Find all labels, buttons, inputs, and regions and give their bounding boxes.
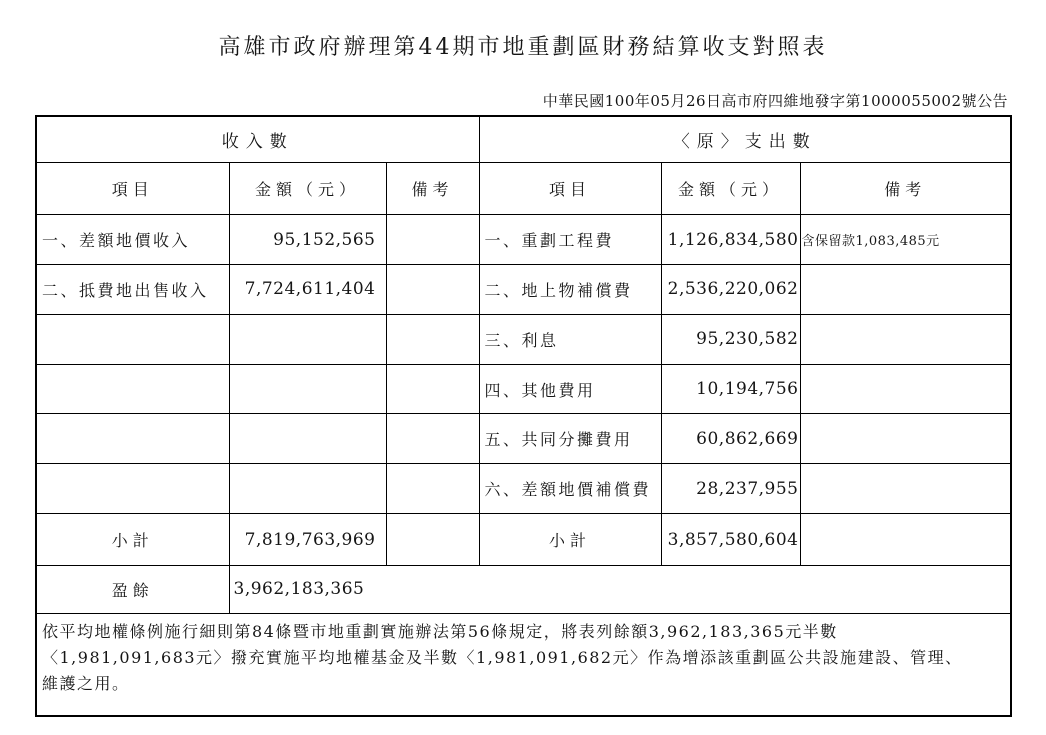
- income-amount-cell: 95,152,565: [229, 215, 386, 265]
- expense-amount-cell: 28,237,955: [661, 464, 800, 514]
- expense-remark-cell: [800, 364, 1011, 414]
- expense-amount-cell: 60,862,669: [661, 414, 800, 464]
- note-line-1: 依平均地權條例施行細則第84條暨市地重劃實施辦法第56條規定，將表列餘額3,962,183,365元半數: [42, 621, 838, 641]
- expense-item-cell: 四、其他費用: [479, 364, 661, 414]
- income-remark-cell: [386, 364, 479, 414]
- income-remark-cell: [386, 314, 479, 364]
- note-line-3: 維護之用。: [42, 673, 130, 693]
- table-row: [36, 414, 1011, 464]
- income-section-header: 收入數: [36, 116, 479, 163]
- expense-item-cell: 一、重劃工程費: [479, 215, 661, 265]
- section-header-row: [36, 116, 1011, 163]
- income-item-cell: [36, 364, 229, 414]
- expense-item-cell: 五、共同分攤費用: [479, 414, 661, 464]
- surplus-row: [36, 565, 1011, 613]
- income-subtotal-remark: [386, 514, 479, 566]
- income-amount-cell: [229, 414, 386, 464]
- income-item-cell: 二、抵費地出售收入: [36, 264, 229, 314]
- column-header-row: [36, 163, 1011, 215]
- expense-remark-column-header: 備考: [800, 163, 1011, 215]
- table-row: [36, 464, 1011, 514]
- table-row: [36, 215, 1011, 265]
- income-amount-cell: 7,724,611,404: [229, 264, 386, 314]
- statutory-note: [36, 613, 1011, 716]
- financial-statement-table: [35, 115, 1012, 717]
- income-remark-cell: [386, 215, 479, 265]
- income-amount-column-header: 金額（元）: [229, 163, 386, 215]
- subtotal-row: [36, 514, 1011, 566]
- expense-remark-cell: [800, 264, 1011, 314]
- expense-item-column-header: 項目: [479, 163, 661, 215]
- expense-amount-cell: 2,536,220,062: [661, 264, 800, 314]
- expense-subtotal-amount: 3,857,580,604: [661, 514, 800, 566]
- table-row: [36, 264, 1011, 314]
- income-item-cell: 一、差額地價收入: [36, 215, 229, 265]
- note-row: [36, 613, 1011, 716]
- expense-remark-cell: [800, 314, 1011, 364]
- table-row: [36, 314, 1011, 364]
- income-amount-cell: [229, 364, 386, 414]
- income-subtotal-amount: 7,819,763,969: [229, 514, 386, 566]
- expense-subtotal-label: 小計: [479, 514, 661, 566]
- expense-subtotal-remark: [800, 514, 1011, 566]
- expense-remark-cell: [800, 464, 1011, 514]
- surplus-label: 盈餘: [36, 565, 229, 613]
- expense-amount-cell: 1,126,834,580: [661, 215, 800, 265]
- income-item-column-header: 項目: [36, 163, 229, 215]
- surplus-amount: 3,962,183,365: [229, 565, 1011, 613]
- income-remark-cell: [386, 464, 479, 514]
- expense-amount-cell: 10,194,756: [661, 364, 800, 414]
- expense-section-header: 〈原〉支出數: [479, 116, 1011, 163]
- page-title: 高雄市政府辦理第44期市地重劃區財務結算收支對照表: [218, 35, 828, 60]
- expense-amount-column-header: 金額（元）: [661, 163, 800, 215]
- income-remark-column-header: 備考: [386, 163, 479, 215]
- income-subtotal-label: 小計: [36, 514, 229, 566]
- income-amount-cell: [229, 464, 386, 514]
- income-item-cell: [36, 464, 229, 514]
- income-amount-cell: [229, 314, 386, 364]
- expense-item-cell: 三、利息: [479, 314, 661, 364]
- income-remark-cell: [386, 264, 479, 314]
- expense-remark-cell: 含保留款1,083,485元: [800, 215, 1011, 265]
- table-row: [36, 364, 1011, 414]
- note-line-2: 〈1,981,091,683元〉撥充實施平均地權基金及半數〈1,981,091,682元〉作為增添該重劃區公共設施建設、管理、: [42, 647, 963, 667]
- expense-item-cell: 二、地上物補償費: [479, 264, 661, 314]
- income-item-cell: [36, 414, 229, 464]
- income-remark-cell: [386, 414, 479, 464]
- expense-remark-cell: [800, 414, 1011, 464]
- income-item-cell: [36, 314, 229, 364]
- announcement-number: 中華民國100年05月26日高市府四維地發字第1000055002號公告: [542, 92, 1008, 110]
- expense-item-cell: 六、差額地價補償費: [479, 464, 661, 514]
- expense-amount-cell: 95,230,582: [661, 314, 800, 364]
